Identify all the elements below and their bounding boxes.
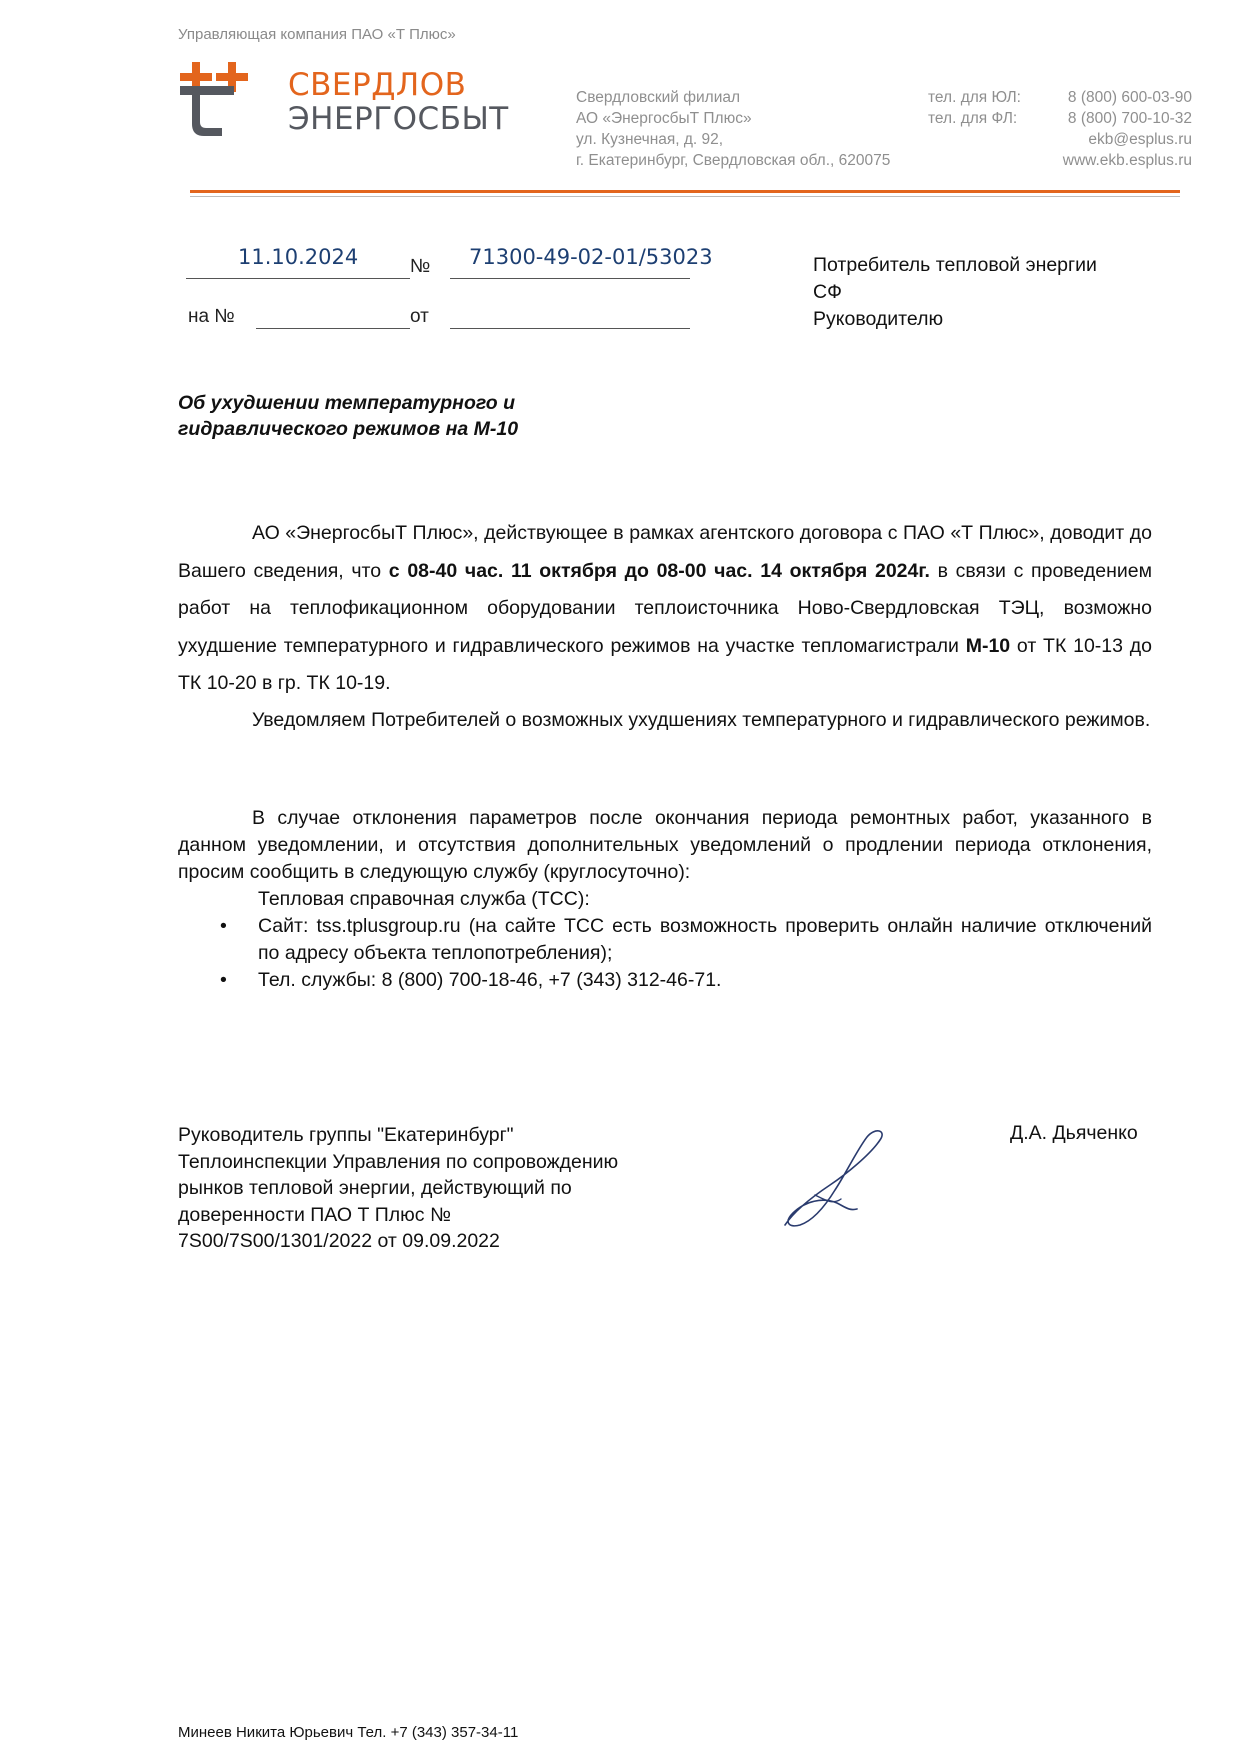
paragraph-text [178,515,1152,703]
signer-position-line: Теплоинспекции Управления по сопровождению [178,1150,619,1173]
signer-name: Д.А. Дьяченко [1010,1122,1138,1144]
list-item-text: Тел. службы: 8 (800) 700-18-46, +7 (343) 312-46-71. [258,969,722,991]
phone-fl-row [928,108,1192,129]
website: www.ekb.esplus.ru [1062,152,1192,169]
addressee-line: Потребитель тепловой энергии [813,254,1097,276]
branch-address [576,87,890,171]
ref-number-underline [256,328,410,329]
bullet-icon: • [220,969,227,991]
branch-line: ул. Кузнечная, д. 92, [576,131,724,148]
p1-pipeline-bold: М-10 [965,634,1011,657]
list-item-text: Сайт: tss.tplusgroup.ru (на сайте ТСС есть возможность проверить онлайн наличие отключений по адресу объекта теплопотребления); [258,915,1152,964]
addressee-line: СФ [813,281,842,303]
body-paragraph-2 [178,702,1152,739]
paragraph-text [178,805,1152,886]
signer-position-line: 7S00/7S00/1301/2022 от 09.09.2022 [178,1230,500,1252]
paragraph-text [178,702,1152,739]
subject-line: гидравлического режимов на М-10 [178,418,519,440]
branch-line: Свердловский филиал [576,89,741,106]
executor-contact: Минеев Никита Юрьевич Тел. +7 (343) 357-34-11 [178,1724,519,1741]
logo-text-line2: ЭНЕРГОСБЫТ [288,101,509,137]
phone-ul-number: 8 (800) 600-03-90 [1067,89,1192,106]
addressee [813,252,1097,333]
branch-line: г. Екатеринбург, Свердловская обл., 620075 [576,152,891,169]
date-underline [186,278,410,279]
list-item [178,913,1152,967]
signer-position-line: рынков тепловой энергии, действующий по [178,1177,572,1199]
addressee-line: Руководителю [813,308,944,330]
letter-subject [178,390,518,442]
body-paragraph-3 [178,805,1152,994]
body-paragraph-1 [178,515,1152,703]
signer-position-line: Руководитель группы "Екатеринбург" [178,1124,514,1146]
service-title: Тепловая справочная служба (ТСС): [258,888,590,910]
email: ekb@esplus.ru [1088,131,1192,148]
handwritten-signature [775,1125,905,1235]
number-label: № [410,256,431,277]
header-divider-orange [190,190,1180,193]
signer-position [178,1122,698,1255]
ref-date-underline [450,328,690,329]
subject-line: Об ухудшении температурного и [178,392,516,414]
p2-text: Уведомляем Потребителей о возможных ухудшениях температурного и гидравлического режимов. [252,709,1151,731]
phone-fl-number: 8 (800) 700-10-32 [1067,110,1192,127]
registration-date: 11.10.2024 [238,245,359,269]
logo-text-line1: СВЕРДЛОВ [288,67,467,103]
list-item [178,967,1152,994]
contact-block [928,87,1192,171]
p1-text-c: от ТК 10-13 до ТК 10-20 в гр. ТК 10-19. [178,634,1152,694]
bullet-icon: • [220,915,227,937]
t-plus-logo-icon [178,60,278,140]
parent-company-caption: Управляющая компания ПАО «Т Плюс» [178,26,456,43]
phone-fl-label: тел. для ФЛ: [928,110,1018,127]
p1-period-bold: с 08-40 час. 11 октября до 08-00 час. 14 октября 2024г. [388,559,930,582]
p1-text-b: в связи с проведением работ на теплофикационном оборудовании теплоисточника Ново-Свердловская ТЭЦ, возможно ухудшение температурного и гидравлического режимов на участке тепломагистрали [178,559,1152,657]
ref-date-label: от [410,306,429,327]
branch-line: АО «ЭнергосбыТ Плюс» [576,110,752,127]
service-contacts-list [178,913,1152,994]
phone-ul-label: тел. для ЮЛ: [928,89,1021,106]
company-logo [178,60,509,140]
header-divider-gray [190,196,1180,197]
signer-position-line: доверенности ПАО Т Плюс № [178,1203,451,1226]
phone-ul-row [928,87,1192,108]
registration-number: 71300-49-02-01/53023 [469,245,713,269]
ref-number-label: на № [188,306,235,327]
p1-text-a: АО «ЭнергосбыТ Плюс», действующее в рамках агентского договора с ПАО «Т Плюс», доводит до Вашего сведения, что [178,522,1152,582]
p3-text: В случае отклонения параметров после окончания периода ремонтных работ, указанного в данном уведомлении, и отсутствия дополнительных уведомлений о продлении периода отклонения, просим сообщить в следующую службу (круглосуточно): [178,807,1152,883]
number-underline [450,278,690,279]
